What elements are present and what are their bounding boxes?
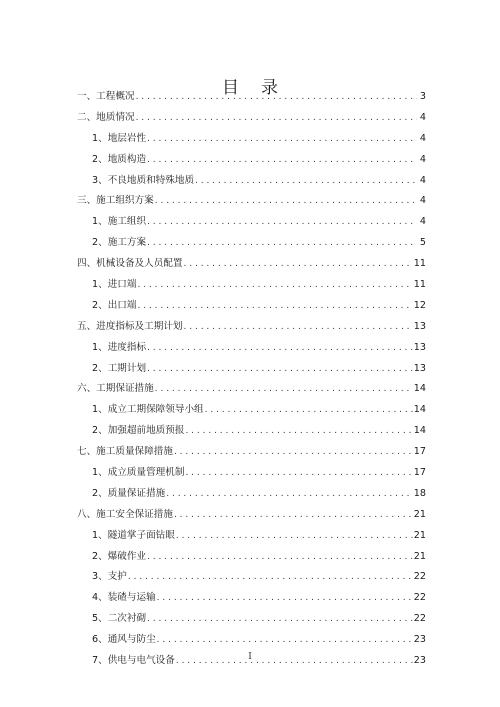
toc-entry[interactable] bbox=[77, 445, 426, 466]
toc-entry[interactable] bbox=[77, 508, 426, 529]
toc-entry[interactable] bbox=[77, 382, 426, 403]
toc-subentry[interactable] bbox=[77, 550, 426, 571]
toc-page-number: 4 bbox=[419, 216, 426, 228]
toc-page-number: 17 bbox=[413, 446, 426, 458]
toc-leader-dots bbox=[147, 341, 413, 355]
toc-subentry[interactable] bbox=[77, 424, 426, 445]
toc-entry-label: 1、成立质量管理机制 bbox=[92, 467, 185, 479]
toc-subentry[interactable] bbox=[77, 278, 426, 299]
toc-entry[interactable] bbox=[77, 320, 426, 341]
toc-leader-dots bbox=[185, 424, 412, 438]
toc-page-number: 4 bbox=[419, 111, 426, 123]
toc-page-number: 12 bbox=[413, 299, 426, 311]
toc-title: 目录 bbox=[222, 78, 300, 99]
toc-subentry[interactable] bbox=[77, 591, 426, 612]
toc-leader-dots bbox=[147, 132, 417, 146]
toc-entry-label: 2、出口端 bbox=[92, 299, 137, 311]
toc-subentry[interactable] bbox=[77, 403, 426, 424]
toc-leader-dots bbox=[137, 299, 412, 313]
toc-leader-dots bbox=[205, 403, 413, 417]
toc-leader-dots bbox=[157, 591, 413, 605]
toc-page-number: 14 bbox=[413, 404, 426, 416]
toc-leader-dots bbox=[155, 382, 413, 396]
toc-leader-dots bbox=[185, 466, 412, 480]
toc-page-number: 14 bbox=[413, 425, 426, 437]
toc-page-number: 4 bbox=[419, 132, 426, 144]
toc-leader-dots bbox=[147, 236, 417, 250]
toc-page-number: 13 bbox=[413, 320, 426, 332]
toc-leader-dots bbox=[176, 529, 413, 543]
toc-entry-label: 四、机械设备及人员配置 bbox=[77, 258, 183, 270]
toc-entry-label: 6、通风与防尘 bbox=[92, 634, 156, 646]
toc-subentry[interactable] bbox=[77, 341, 426, 362]
toc-subentry[interactable] bbox=[77, 529, 426, 550]
toc-entry-label: 七、施工质量保障措施 bbox=[77, 446, 173, 458]
toc-subentry[interactable] bbox=[77, 299, 426, 320]
toc-entry[interactable] bbox=[77, 257, 426, 278]
toc-subentry[interactable] bbox=[77, 570, 426, 591]
toc-page-number: 18 bbox=[413, 487, 426, 499]
toc-entry-label: 五、进度指标及工期计划 bbox=[77, 320, 183, 332]
toc-page-number: 22 bbox=[413, 592, 426, 604]
toc-leader-dots bbox=[174, 445, 413, 459]
toc-subentry[interactable] bbox=[77, 362, 426, 383]
toc-leader-dots bbox=[184, 320, 413, 334]
toc-leader-dots bbox=[155, 194, 417, 208]
toc-page-number: 23 bbox=[413, 634, 426, 646]
page-number: I bbox=[248, 652, 252, 662]
toc-subentry[interactable] bbox=[77, 174, 426, 195]
toc-entry-label: 7、供电与电气设备 bbox=[92, 655, 175, 667]
toc-entry-label: 1、成立工期保障领导小组 bbox=[92, 404, 204, 416]
toc-entry-label: 八、施工安全保证措施 bbox=[77, 508, 173, 520]
toc-entry-label: 1、隧道掌子面钻眼 bbox=[92, 529, 175, 541]
toc-entry-label: 4、装碴与运输 bbox=[92, 592, 156, 604]
toc-subentry[interactable] bbox=[77, 487, 426, 508]
toc-subentry[interactable] bbox=[77, 153, 426, 174]
toc-entry-label: 1、地层岩性 bbox=[92, 132, 147, 144]
toc-leader-dots bbox=[137, 278, 412, 292]
toc-page-number: 23 bbox=[413, 655, 426, 667]
toc-entry-label: 5、二次衬砌 bbox=[92, 613, 147, 625]
toc-entry-label: 1、进度指标 bbox=[92, 341, 147, 353]
toc-entry-label: 一、工程概况 bbox=[77, 91, 135, 102]
toc-leader-dots bbox=[147, 153, 417, 167]
toc-entry-label: 2、工期计划 bbox=[92, 362, 147, 374]
toc-entry-label: 1、进口端 bbox=[92, 279, 137, 291]
toc-leader-dots bbox=[147, 215, 417, 229]
toc-entry-label: 2、质量保证措施 bbox=[92, 487, 166, 499]
table-of-contents bbox=[77, 90, 426, 675]
toc-entry-label: 2、爆破作业 bbox=[92, 550, 147, 562]
toc-subentry[interactable] bbox=[77, 132, 426, 153]
toc-page-number: 17 bbox=[413, 467, 426, 479]
toc-entry-label: 2、地质构造 bbox=[92, 153, 147, 165]
toc-entry[interactable] bbox=[77, 194, 426, 215]
toc-page-number: 14 bbox=[413, 383, 426, 395]
toc-page-number: 5 bbox=[419, 237, 426, 249]
toc-page-number: 4 bbox=[419, 174, 426, 186]
toc-leader-dots bbox=[147, 362, 413, 376]
toc-subentry[interactable] bbox=[77, 215, 426, 236]
toc-entry-label: 2、加强超前地质预报 bbox=[92, 425, 185, 437]
toc-page-number: 21 bbox=[413, 550, 426, 562]
toc-entry-label: 1、施工组织 bbox=[92, 216, 147, 228]
toc-entry-label: 二、地质情况 bbox=[77, 111, 135, 123]
toc-leader-dots bbox=[136, 90, 417, 104]
toc-entry-label: 三、施工组织方案 bbox=[77, 195, 154, 207]
toc-page-number: 13 bbox=[413, 341, 426, 353]
toc-page-number: 4 bbox=[419, 195, 426, 207]
toc-page-number: 4 bbox=[419, 153, 426, 165]
toc-subentry[interactable] bbox=[77, 633, 426, 654]
toc-entry[interactable] bbox=[77, 111, 426, 132]
toc-leader-dots bbox=[136, 111, 417, 125]
toc-page-number: 3 bbox=[419, 91, 426, 102]
toc-leader-dots bbox=[147, 550, 413, 564]
toc-entry[interactable] bbox=[77, 90, 426, 111]
toc-leader-dots bbox=[147, 612, 413, 626]
toc-page-number: 21 bbox=[413, 529, 426, 541]
toc-leader-dots bbox=[128, 570, 413, 584]
toc-page-number: 13 bbox=[413, 362, 426, 374]
toc-entry-label: 六、工期保证措施 bbox=[77, 383, 154, 395]
toc-subentry[interactable] bbox=[77, 236, 426, 257]
toc-leader-dots bbox=[157, 633, 413, 647]
toc-leader-dots bbox=[174, 508, 413, 522]
toc-page-number: 22 bbox=[413, 613, 426, 625]
toc-leader-dots bbox=[166, 487, 413, 501]
toc-page-number: 22 bbox=[413, 571, 426, 583]
toc-subentry[interactable] bbox=[77, 466, 426, 487]
toc-page-number: 11 bbox=[413, 279, 426, 291]
toc-page-number: 11 bbox=[413, 258, 426, 270]
toc-leader-dots bbox=[195, 174, 417, 188]
toc-page-number: 21 bbox=[413, 508, 426, 520]
toc-leader-dots bbox=[184, 257, 413, 271]
toc-subentry[interactable] bbox=[77, 612, 426, 633]
toc-entry-label: 3、不良地质和特殊地质 bbox=[92, 174, 195, 186]
toc-entry-label: 3、支护 bbox=[92, 571, 127, 583]
toc-entry-label: 2、施工方案 bbox=[92, 237, 147, 249]
